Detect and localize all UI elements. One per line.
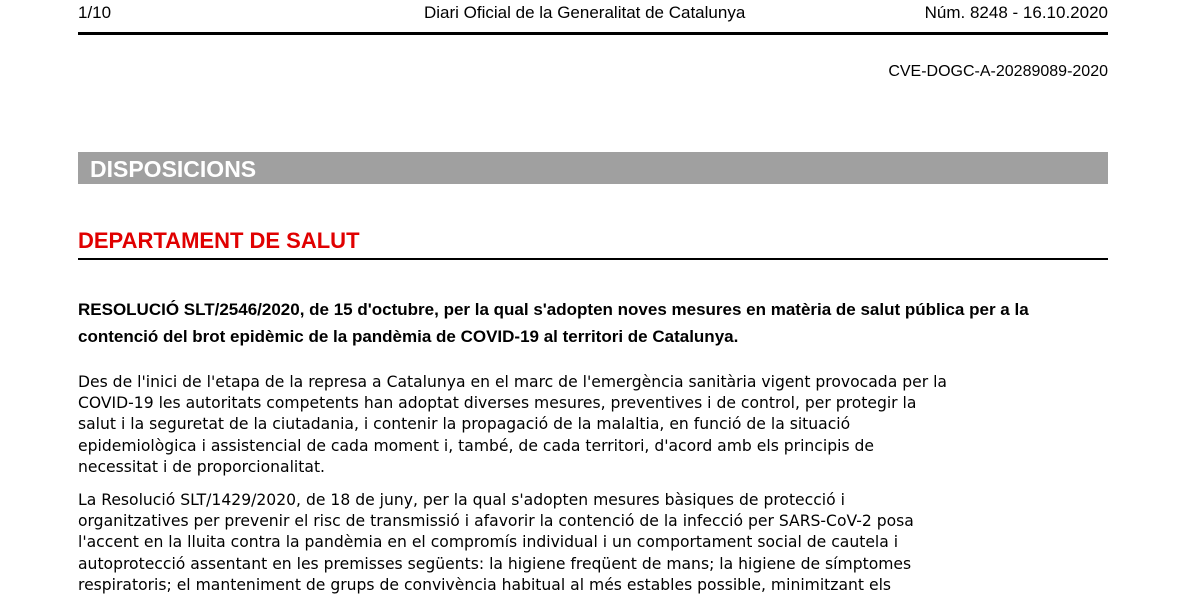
section-title: DISPOSICIONS [90, 156, 257, 182]
cve-code: CVE-DOGC-A-20289089-2020 [888, 63, 1108, 80]
paragraph-line: l'accent en la lluita contra la pandèmia en el compromís individual i un comportament social de cautela i [78, 533, 899, 552]
paragraph-line: epidemiològica i assistencial de cada moment i, també, de cada territori, d'acord amb els principis de [78, 436, 875, 455]
paragraph-line: necessitat i de proporcionalitat. [78, 457, 326, 476]
paragraph-line: COVID-19 les autoritats competents han adoptat diverses mesures, preventives i de control, per protegir la [78, 394, 917, 413]
department-rule [78, 258, 1108, 260]
department-title: DEPARTAMENT DE SALUT [78, 228, 360, 253]
paragraph-line: salut i la seguretat de la ciutadania, i contenir la propagació de la malaltia, en funció de la situació [78, 415, 851, 434]
body-paragraph-2 [78, 490, 1108, 596]
resolution-title: RESOLUCIÓ SLT/2546/2020, de 15 d'octubre, per la qual s'adopten noves mesures en matèria de salut pública per a la contenció del brot epidèmic de la pandèmia de COVID-19 al territori de Catalunya. [78, 300, 1029, 346]
page-header [78, 0, 1108, 30]
issue-number-date: Núm. 8248 - 16.10.2020 [924, 3, 1108, 22]
journal-title: Diari Oficial de la Generalitat de Catalunya [424, 3, 746, 22]
body-paragraph-1 [78, 372, 1108, 478]
header-rule [78, 32, 1108, 35]
section-bar [78, 152, 1108, 184]
paragraph-line: Des de l'inici de l'etapa de la represa a Catalunya en el marc de l'emergència sanitària vigent provocada per la [78, 373, 947, 391]
page-number: 1/10 [78, 3, 112, 22]
paragraph-line: respiratoris; el manteniment de grups de convivència habitual al més estables possible, minimitzant els [78, 575, 892, 594]
paragraph-line: La Resolució SLT/1429/2020, de 18 de juny, per la qual s'adopten mesures bàsiques de protecció i [78, 491, 845, 509]
paragraph-line: autoprotecció assentant en les premisses següents: la higiene freqüent de mans; la higiene de símptomes [78, 554, 912, 573]
paragraph-line: organitzatives per prevenir el risc de transmissió i afavorir la contenció de la infecció per SARS-CoV-2 posa [78, 512, 914, 531]
